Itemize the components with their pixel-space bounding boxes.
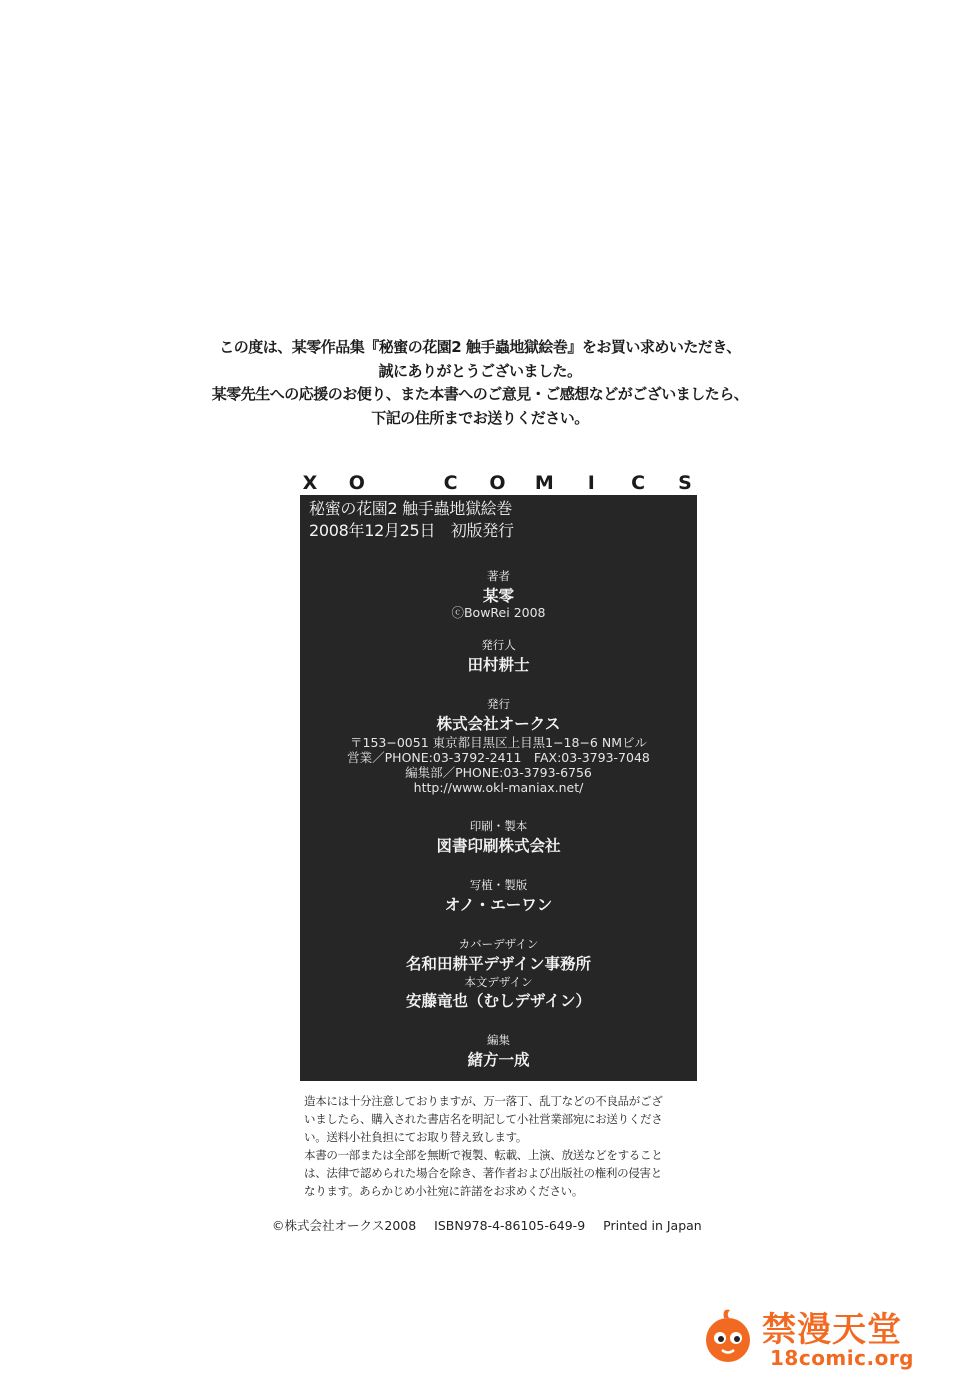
intro-line: 誠にありがとうございました。 xyxy=(378,361,582,380)
watermark-title: 禁漫天堂 xyxy=(762,1310,902,1350)
issuer-name: 田村耕士 xyxy=(467,656,530,674)
publisher-url: http://www.okl-maniax.net/ xyxy=(413,780,584,795)
intro-line: この度は、某零作品集『秘蜜の花園2 触手蟲地獄絵巻』をお買い求めいただき、 xyxy=(219,338,741,356)
notice-line: いましたら、購入された書店名を明記して小社営業部宛にお送りくださ xyxy=(304,1112,663,1126)
notice-line: 本書の一部または全部を無断で複製、転載、上演、放送などをすること xyxy=(304,1148,663,1162)
book-title: 秘蜜の花園2 触手蟲地獄絵巻 xyxy=(309,499,513,518)
footer-printed: Printed in Japan xyxy=(603,1218,702,1233)
book-info xyxy=(309,498,514,542)
publisher-role: 発行 xyxy=(487,697,510,711)
body-design-role: 本文デザイン xyxy=(464,975,533,989)
series-letter: M xyxy=(534,472,554,494)
series-label xyxy=(300,472,695,494)
footer-copyright: ©株式会社オークス2008 xyxy=(272,1218,417,1233)
author-name: 某零 xyxy=(482,587,514,605)
intro-line: 下記の住所までお送りください。 xyxy=(371,408,589,427)
typesetting-role: 写植・製版 xyxy=(469,878,528,892)
typesetting-name: オノ・エーワン xyxy=(444,896,553,914)
footer-isbn: ISBN978-4-86105-649-9 xyxy=(434,1218,586,1233)
notice-line: なります。あらかじめ小社宛に許諾をお求めください。 xyxy=(304,1184,584,1198)
printing-name: 図書印刷株式会社 xyxy=(436,837,561,855)
cover-design-role: カバーデザイン xyxy=(458,937,539,951)
publisher-sales: 営業／PHONE:03-3792-2411 FAX:03-3793-7048 xyxy=(347,750,650,765)
mascot-logo-icon xyxy=(700,1306,756,1366)
notice-line: は、法律で認められた場合を除き、著作者および出版社の権利の侵害と xyxy=(304,1166,662,1180)
intro-line: 某零先生への応援のお便り、また本書へのご意見・ご感想などがございましたら、 xyxy=(211,385,749,403)
series-letter: I xyxy=(587,472,595,494)
series-letter: X xyxy=(302,472,318,494)
watermark-url: 18comic.org xyxy=(770,1346,914,1370)
series-letter: O xyxy=(348,472,365,494)
series-letter: S xyxy=(678,472,692,494)
cover-design-name: 名和田耕平デザイン事務所 xyxy=(406,955,591,973)
publisher-name: 株式会社オークス xyxy=(436,715,561,733)
editor-name: 緒方一成 xyxy=(467,1051,530,1069)
editor-role: 編集 xyxy=(487,1033,510,1047)
series-letter: C xyxy=(443,472,458,494)
notice-line: 造本には十分注意しておりますが、万一落丁、乱丁などの不良品がござ xyxy=(304,1094,663,1108)
quality-notice xyxy=(304,1092,704,1200)
series-letter: O xyxy=(489,472,506,494)
notice-line: い。送料小社負担にてお取り替え致します。 xyxy=(304,1130,528,1144)
author-role: 著者 xyxy=(487,569,510,583)
publication-date: 2008年12月25日 初版発行 xyxy=(309,521,514,540)
watermark xyxy=(700,1302,950,1374)
intro-message xyxy=(0,336,960,430)
printing-role: 印刷・製本 xyxy=(469,819,528,833)
colophon-box xyxy=(300,495,697,1081)
series-letter: C xyxy=(631,472,646,494)
issuer-role: 発行人 xyxy=(481,638,516,652)
body-design-name: 安藤竜也（むしデザイン） xyxy=(406,992,591,1010)
publisher-address: 〒153−0051 東京都目黒区上目黒1−18−6 NMビル xyxy=(350,735,647,750)
author-copyright: ⓒBowRei 2008 xyxy=(451,605,546,620)
publisher-editorial: 編集部／PHONE:03-3793-6756 xyxy=(405,765,592,780)
footer xyxy=(272,1216,716,1234)
